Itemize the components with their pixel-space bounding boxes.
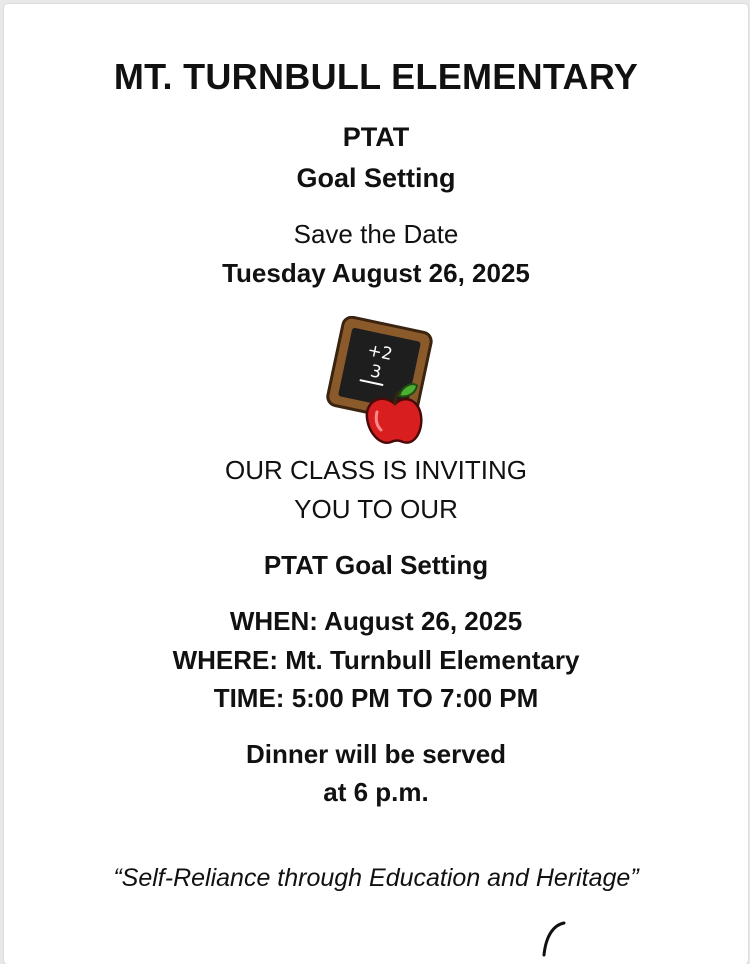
save-the-date: Save the Date [293,219,459,249]
event-date: Tuesday August 26, 2025 [222,258,530,288]
dinner-line1: Dinner will be served [245,739,507,769]
when-line: WHEN: August 26, 2025 [229,606,523,636]
chalkboard-text-top: +2 [365,340,395,366]
event-title-line2: Goal Setting [296,163,456,193]
event-title-line1: PTAT [342,122,410,152]
where-line: WHERE: Mt. Turnbull Elementary [172,645,580,675]
flyer-page [4,4,748,964]
chalkboard-apple-icon [319,316,439,450]
school-name: MT. TURNBULL ELEMENTARY [113,56,639,97]
event-name: PTAT Goal Setting [263,550,489,580]
time-line: TIME: 5:00 PM TO 7:00 PM [213,683,539,713]
invite-line1: OUR CLASS IS INVITING [225,455,527,485]
dinner-line2: at 6 p.m. [323,777,429,807]
motto: “Self-Reliance through Education and Heritage” [113,864,639,892]
invite-line2: YOU TO OUR [294,494,458,524]
decorative-squiggle-icon [524,919,584,959]
chalkboard-text-bottom: 3 [368,361,384,384]
